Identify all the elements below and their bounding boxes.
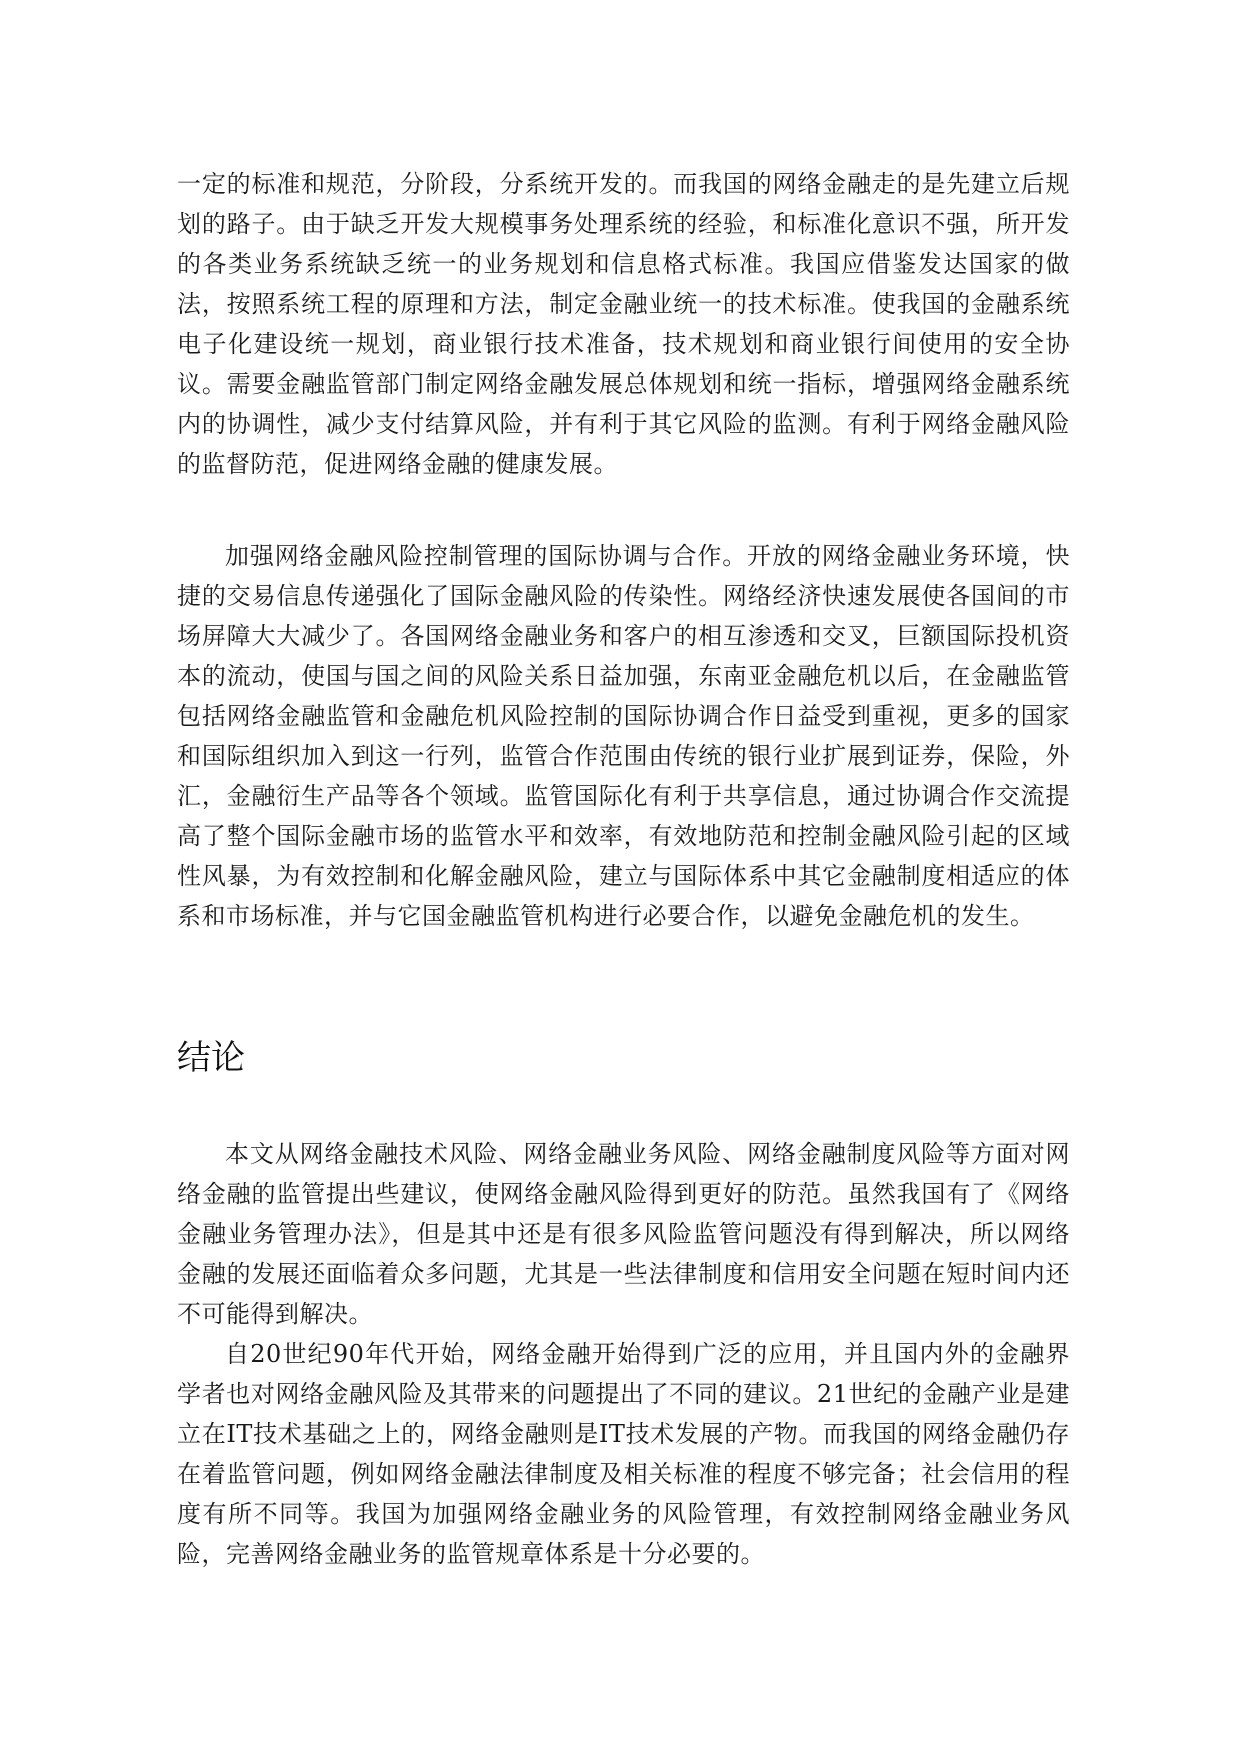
body-section-1: [177, 164, 1070, 484]
conclusion-section: [177, 1134, 1070, 1574]
paragraph-standards: 一定的标准和规范，分阶段，分系统开发的。而我国的网络金融走的是先建立后规划的路子。由于缺乏开发大规模事务处理系统的经验，和标准化意识不强，所开发的各类业务系统缺乏统一的业务规划和信息格式标准。我国应借鉴发达国家的做法，按照系统工程的原理和方法，制定金融业统一的技术标准。使我国的金融系统电子化建设统一规划，商业银行技术准备，技术规划和商业银行间使用的安全协议。需要金融监管部门制定网络金融发展总体规划和统一指标，增强网络金融系统内的协调性，减少支付结算风险，并有利于其它风险的监测。有利于网络金融风险的监督防范，促进网络金融的健康发展。: [177, 170, 1070, 478]
section-heading-conclusion: 结论: [177, 1038, 245, 1078]
paragraph-international-cooperation: 加强网络金融风险控制管理的国际协调与合作。开放的网络金融业务环境，快捷的交易信息传递强化了国际金融风险的传染性。网络经济快速发展使各国间的市场屏障大大减少了。各国网络金融业务和客户的相互渗透和交叉，巨额国际投机资本的流动，使国与国之间的风险关系日益加强，东南亚金融危机以后，在金融监管包括网络金融监管和金融危机风险控制的国际协调合作日益受到重视，更多的国家和国际组织加入到这一行列，监管合作范围由传统的银行业扩展到证券，保险，外汇，金融衍生产品等各个领域。监管国际化有利于共享信息，通过协调合作交流提高了整个国际金融市场的监管水平和效率，有效地防范和控制金融风险引起的区域性风暴，为有效控制和化解金融风险，建立与国际体系中其它金融制度相适应的体系和市场标准，并与它国金融监管机构进行必要合作，以避免金融危机的发生。: [177, 542, 1070, 930]
paragraph-conclusion-1: 本文从网络金融技术风险、网络金融业务风险、网络金融制度风险等方面对网络金融的监管提出些建议，使网络金融风险得到更好的防范。虽然我国有了《网络金融业务管理办法》，但是其中还是有很多风险监管问题没有得到解决，所以网络金融的发展还面临着众多问题，尤其是一些法律制度和信用安全问题在短时间内还不可能得到解决。: [177, 1140, 1070, 1328]
body-section-2: [177, 536, 1070, 936]
paragraph-conclusion-2: 自20世纪90年代开始，网络金融开始得到广泛的应用，并且国内外的金融界学者也对网络金融风险及其带来的问题提出了不同的建议。21世纪的金融产业是建立在IT技术基础之上的，网络金融则是IT技术发展的产物。而我国的网络金融仍存在着监管问题，例如网络金融法律制度及相关标准的程度不够完备；社会信用的程度有所不同等。我国为加强网络金融业务的风险管理，有效控制网络金融业务风险，完善网络金融业务的监管规章体系是十分必要的。: [177, 1340, 1070, 1568]
